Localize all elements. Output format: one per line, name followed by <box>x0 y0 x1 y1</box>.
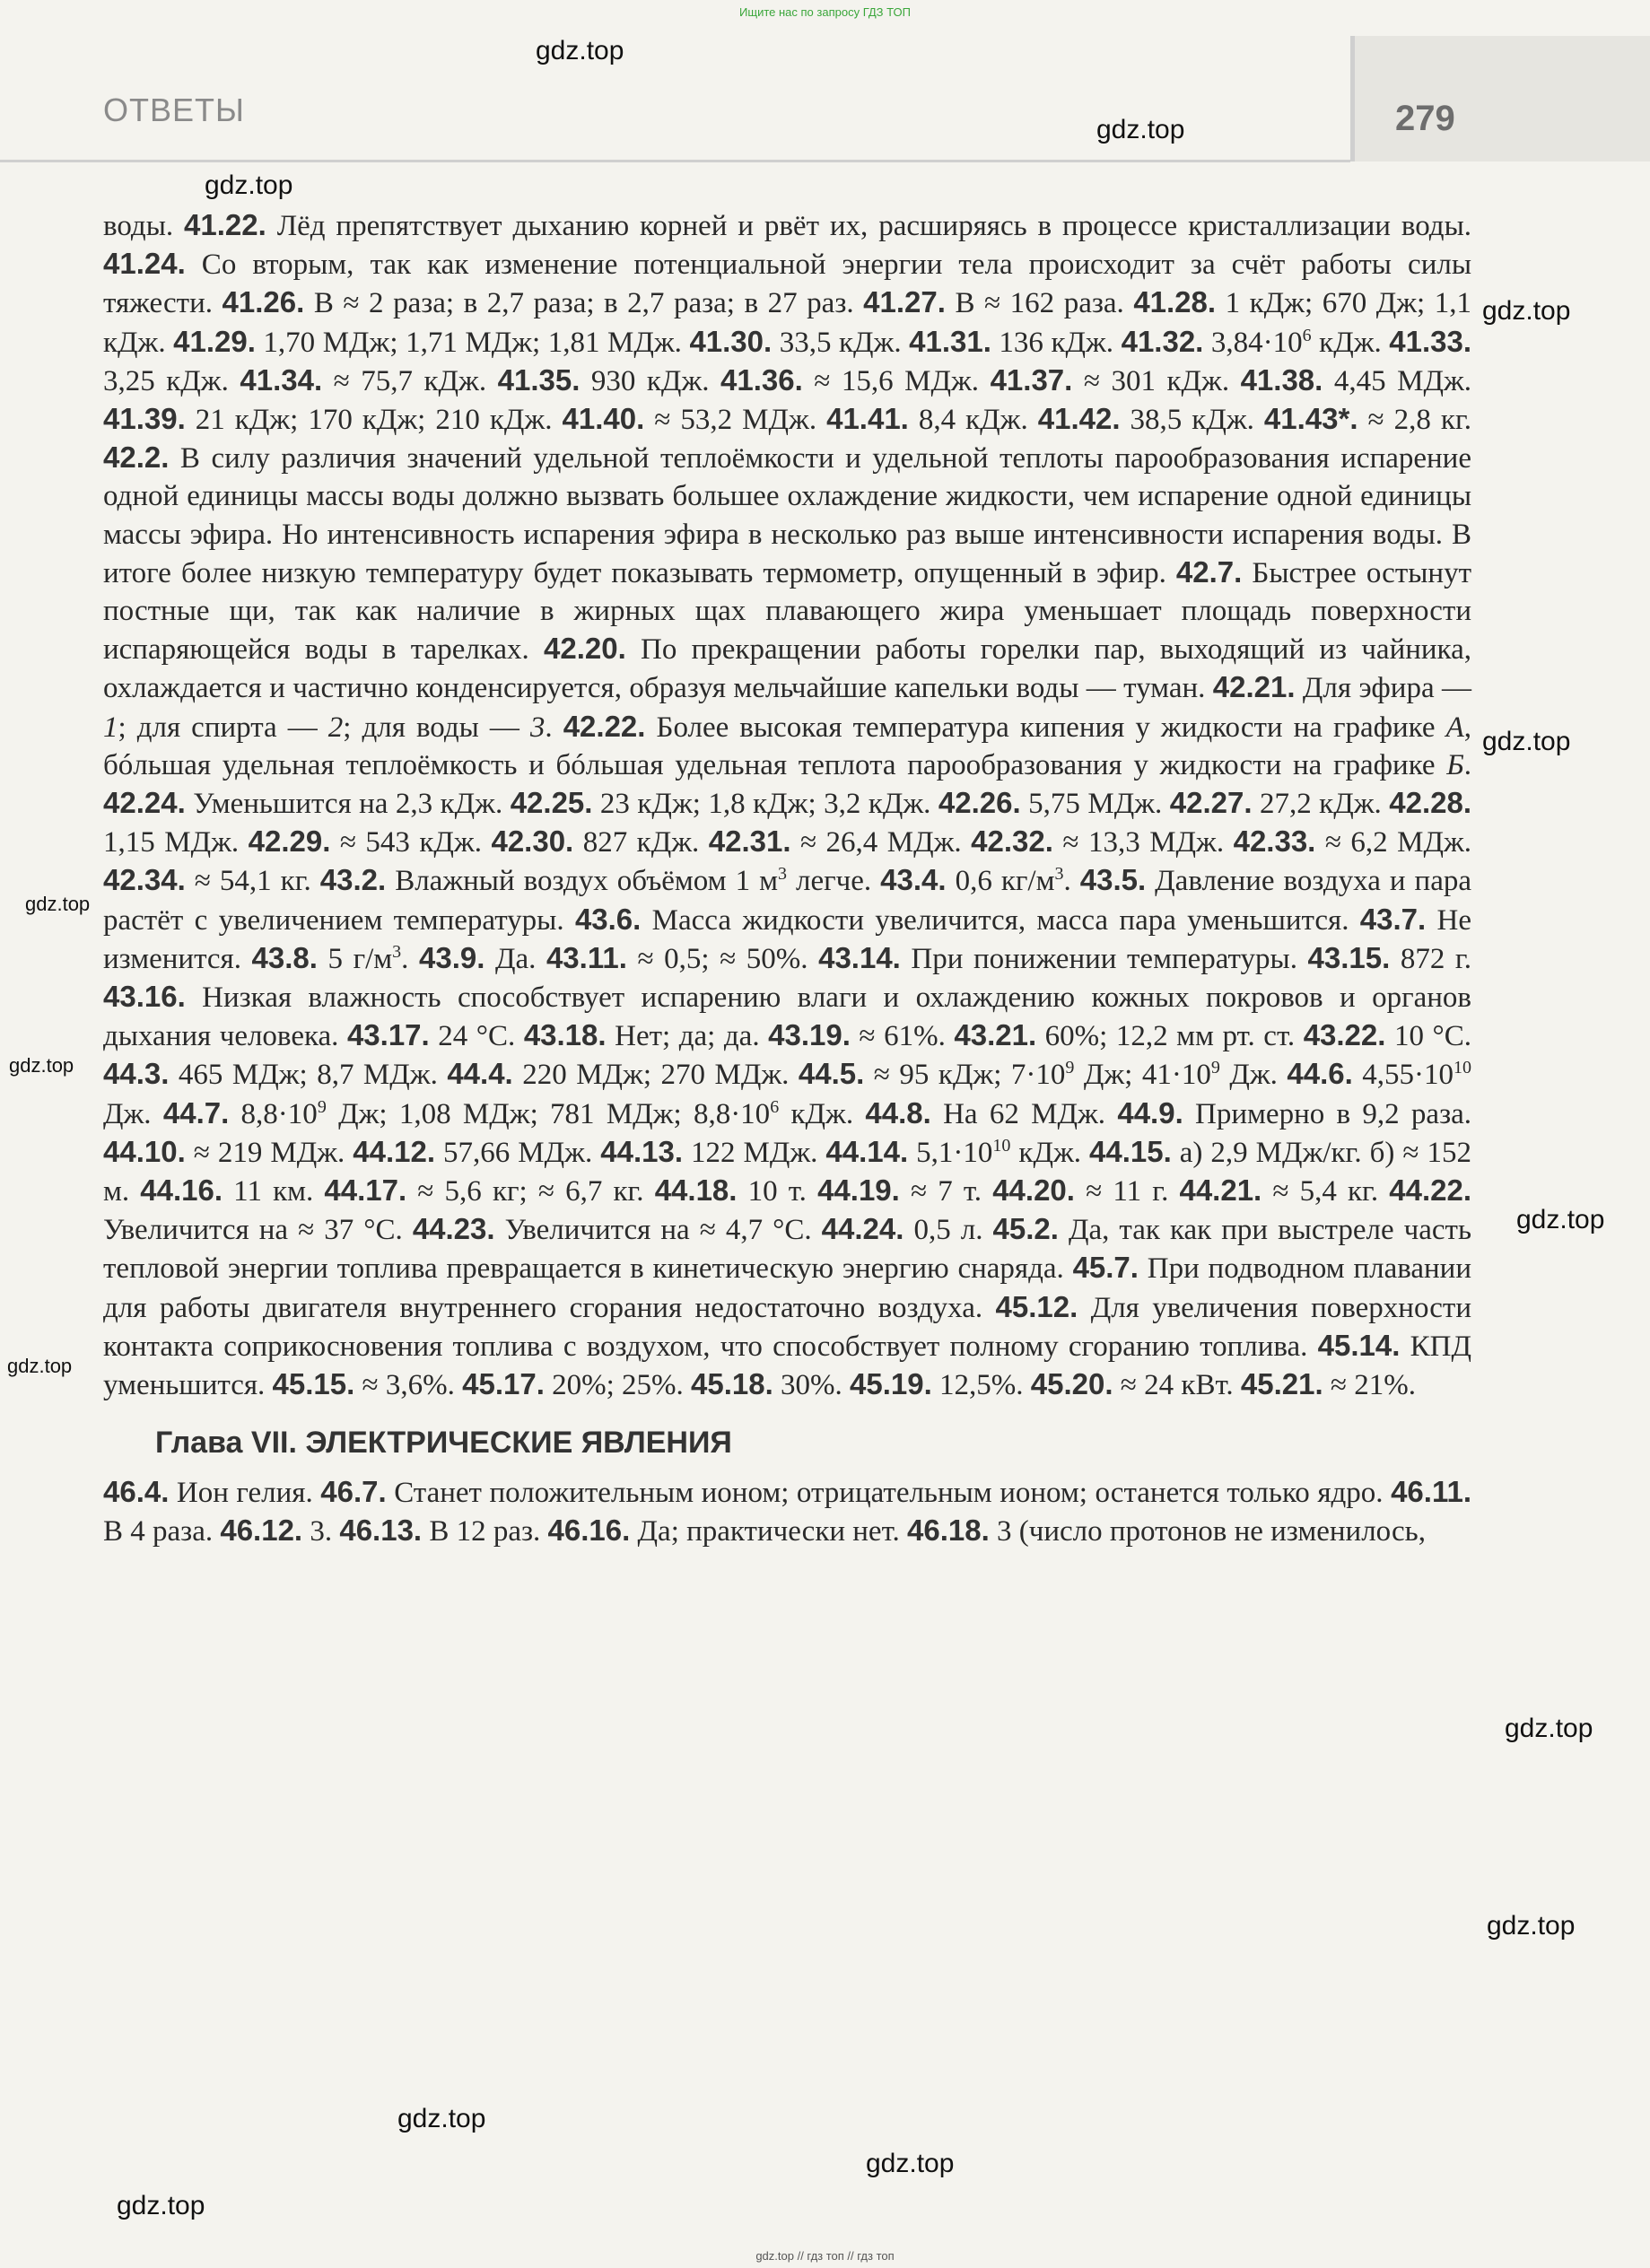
answer-number: 46.12. <box>220 1513 303 1547</box>
watermark: gdz.top <box>1482 727 1571 756</box>
answer-number: 41.24. <box>103 247 186 281</box>
answer-number: 43.7. <box>1359 902 1427 936</box>
answer-text: 23 кДж; 1,8 кДж; 3,2 кДж. <box>592 788 938 821</box>
answer-number: 42.32. <box>971 824 1053 859</box>
answer-text: . <box>1063 865 1080 898</box>
page-number: 279 <box>1395 99 1455 138</box>
answer-text: ≈ 6,2 МДж. <box>1315 826 1472 859</box>
answer-number: 45.7. <box>1072 1251 1139 1285</box>
watermark: gdz.top <box>1482 296 1571 326</box>
answer-number: 43.9. <box>419 940 485 974</box>
answer-text: В силу различия значений удельной теплоёмкости и удельной теплоты парообразования испарение одной единицы массы воды должно вызвать большее охлаждение жидкости, чем испарение одной единицы массы эфира. Но интенсивность испарения эфира в несколько раз выше интенсивности испарения воды. В итоге более низкую температуру будет показывать термометр, опущенный в эфир. <box>103 442 1471 589</box>
answer-number: 42.24. <box>103 786 186 820</box>
answer-number: 46.11. <box>1391 1474 1472 1508</box>
answer-number: 43.16. <box>103 980 186 1014</box>
answer-text: ≈ 301 кДж. <box>1072 364 1241 397</box>
answer-text: 8,4 кДж. <box>908 404 1038 437</box>
answer-number: 44.16. <box>140 1173 223 1208</box>
exponent: 10 <box>992 1135 1011 1156</box>
answer-text: 21 кДж; 170 кДж; 210 кДж. <box>185 404 563 437</box>
exponent: 3 <box>1054 864 1064 885</box>
answer-text: Да, так как при выстреле часть тепловой энергии топлива превращается в кинетическую энергию снаряда. <box>103 1214 1471 1286</box>
answer-number: 44.24. <box>821 1212 904 1246</box>
answer-number: 41.22. <box>184 208 266 241</box>
answer-text: Нет; да; да. <box>606 1020 769 1053</box>
exponent: 6 <box>1302 325 1312 345</box>
answers-text <box>103 206 1471 1550</box>
answer-text: 10 °С. <box>1385 1020 1471 1053</box>
answer-text: 0,6 кг/м <box>946 865 1055 898</box>
answer-text: Низкая влажность способствует испарению влаги и охлаждению кожных покровов и органов дыхания человека. <box>103 981 1471 1053</box>
answer-number: 43.6. <box>574 902 642 936</box>
answer-text: Масса жидкости увеличится, масса пара уменьшится. <box>641 903 1360 937</box>
answer-number: 44.10. <box>103 1134 186 1168</box>
answer-text: Влажный воздух объёмом 1 м <box>386 865 778 898</box>
watermark: gdz.top <box>536 36 624 65</box>
answer-number: 42.22. <box>563 709 646 743</box>
top-note: Ищите нас по запросу ГДЗ ТОП <box>739 5 911 19</box>
answer-number: 42.25. <box>510 786 593 820</box>
answer-text: В ≈ 2 раза; в 2,7 раза; в 2,7 раза; в 27 раз. <box>304 287 864 320</box>
bottom-note: gdz.top // гдз топ // гдз топ <box>755 2249 895 2263</box>
answer-text: ≈ 26,4 МДж. <box>790 826 972 859</box>
answer-number: 43.18. <box>523 1018 607 1052</box>
header-rule <box>0 160 1350 162</box>
answer-number: 42.27. <box>1169 786 1253 820</box>
answer-text: Быстрее остынут постные щи, так как наличие в жирных щах плавающего жира уменьшает площадь поверхности испаряющейся воды в тарелках. <box>103 556 1472 667</box>
answer-text: Для эфира — <box>1295 672 1471 705</box>
answer-number: 41.28. <box>1133 285 1217 319</box>
answer-text: ≈ 11 г. <box>1074 1175 1180 1208</box>
answer-text: В 12 раз. <box>422 1514 548 1548</box>
answer-text: Да. <box>485 942 546 975</box>
answer-number: 43.4. <box>880 863 947 897</box>
watermark: gdz.top <box>1516 1205 1605 1234</box>
answer-number: 42.26. <box>938 786 1021 820</box>
answer-number: 42.20. <box>544 632 626 666</box>
answer-text: . <box>545 711 563 744</box>
answer-text: Лёд препятствует дыханию корней и рвёт их, расширяясь в процессе кристаллизации воды. <box>266 210 1471 242</box>
answer-text: 8,8·10 <box>229 1097 318 1130</box>
italic-label: 1 <box>103 711 118 744</box>
answer-text: КПД уменьшится. <box>103 1330 1471 1402</box>
answer-number: 42.2. <box>103 441 170 475</box>
answer-number: 44.17. <box>324 1173 407 1208</box>
answer-number: 43.5. <box>1079 863 1147 897</box>
answer-number: 44.23. <box>412 1212 495 1246</box>
answer-text: 136 кДж. <box>991 326 1122 359</box>
answer-text: 827 кДж. <box>573 826 709 859</box>
answer-text: 3,25 кДж. <box>103 364 240 397</box>
answer-text: ≈ 15,6 МДж. <box>802 364 991 397</box>
answer-number: 42.21. <box>1212 670 1296 704</box>
answer-number: 41.33. <box>1389 324 1472 358</box>
answer-text: 3 (число протонов не изменилось, <box>989 1514 1426 1548</box>
answer-text: 33,5 кДж. <box>772 326 910 359</box>
answer-number: 44.22. <box>1389 1173 1471 1208</box>
answer-number: 44.4. <box>447 1057 513 1091</box>
exponent: 9 <box>317 1096 327 1117</box>
answer-text: ≈ 543 кДж. <box>330 826 492 859</box>
answer-text: Для увеличения поверхности контакта соприкосновения топлива с воздухом, что способствует полному сгоранию топлива. <box>103 1291 1471 1363</box>
answer-number: 41.40. <box>562 402 645 436</box>
answer-text: 5,75 МДж. <box>1020 788 1170 821</box>
answers-paragraph-ch6 <box>103 206 1471 1404</box>
italic-label: 3 <box>529 711 546 744</box>
answer-number: 44.3. <box>103 1057 170 1091</box>
answer-number: 44.7. <box>162 1095 230 1130</box>
answer-number: 45.17. <box>462 1367 545 1401</box>
answer-number: 43.2. <box>319 863 387 897</box>
answer-text: Увеличится на ≈ 37 °С. <box>103 1214 413 1247</box>
answer-number: 45.18. <box>691 1367 773 1401</box>
watermark: gdz.top <box>117 2191 205 2220</box>
answer-text: Ион гелия. <box>169 1476 321 1509</box>
answer-number: 43.19. <box>768 1018 851 1052</box>
answer-text: 30%. <box>773 1369 851 1402</box>
answer-text: 1,15 МДж. <box>103 826 249 859</box>
answer-number: 41.36. <box>720 362 803 397</box>
exponent: 3 <box>777 864 787 885</box>
watermark: gdz.top <box>1096 115 1185 144</box>
answer-number: 44.15. <box>1089 1134 1172 1168</box>
answer-text: Не изменится. <box>103 903 1471 975</box>
answer-number: 42.34. <box>103 863 186 897</box>
answer-text: Дж; 1,08 МДж; 781 МДж; 8,8·10 <box>326 1097 771 1130</box>
answer-text: 10 т. <box>737 1175 818 1208</box>
answer-text: В ≈ 162 раза. <box>945 287 1134 320</box>
answers-paragraph-ch7 <box>103 1473 1471 1550</box>
watermark: gdz.top <box>1487 1911 1576 1941</box>
answer-text: ; для воды — <box>343 711 530 744</box>
answer-text: Станет положительным ионом; отрицательным ионом; останется только ядро. <box>386 1476 1392 1509</box>
answer-number: 45.21. <box>1240 1367 1323 1401</box>
watermark: gdz.top <box>25 893 91 915</box>
exponent: 6 <box>770 1096 780 1117</box>
answer-text: ≈ 7 т. <box>899 1175 993 1208</box>
chapter-heading: Глава VII. ЭЛЕКТРИЧЕСКИЕ ЯВЛЕНИЯ <box>155 1426 732 1461</box>
watermark: gdz.top <box>205 170 293 200</box>
answer-number: 42.30. <box>491 824 574 859</box>
answer-text: . <box>401 942 419 975</box>
answer-text: ≈ 2,8 кг. <box>1358 404 1472 437</box>
answer-number: 44.8. <box>865 1095 931 1130</box>
answer-number: 44.6. <box>1287 1057 1353 1091</box>
answer-number: 43.17. <box>346 1018 430 1052</box>
answer-number: 46.7. <box>320 1474 387 1508</box>
answer-number: 41.27. <box>863 285 946 319</box>
answer-text: 3. <box>302 1514 340 1548</box>
italic-label: 2 <box>327 711 344 744</box>
answer-text: 122 МДж. <box>682 1136 826 1169</box>
answer-number: 43.15. <box>1307 940 1391 974</box>
answer-text: кДж. <box>1311 326 1390 359</box>
watermark: gdz.top <box>397 2104 486 2133</box>
exponent: 3 <box>392 941 402 962</box>
answer-number: 44.21. <box>1179 1173 1262 1208</box>
answer-text: Более высокая температура кипения у жидкости на графике <box>645 711 1446 744</box>
answer-text: Увеличится на ≈ 4,7 °С. <box>494 1214 822 1247</box>
answer-text: а) 2,9 МДж/кг. б) ≈ 152 м. <box>103 1136 1472 1208</box>
answer-text: ≈ 61%. <box>850 1020 955 1053</box>
answer-text: ≈ 5,6 кг; ≈ 6,7 кг. <box>406 1175 655 1208</box>
italic-label: Б <box>1446 748 1464 781</box>
answer-number: 44.5. <box>798 1057 865 1091</box>
answer-number: 45.14. <box>1317 1328 1401 1362</box>
answer-number: 41.43*. <box>1263 402 1358 436</box>
answer-text: 1 кДж; 670 Дж; 1,1 кДж. <box>103 287 1472 359</box>
answer-number: 41.38. <box>1240 362 1323 397</box>
answer-text: ≈ 3,6%. <box>354 1369 463 1402</box>
answer-number: 43.14. <box>818 940 901 974</box>
italic-label: А <box>1445 711 1464 744</box>
answer-number: 45.19. <box>850 1367 932 1401</box>
answer-text: Примерно в 9,2 раза. <box>1183 1097 1472 1130</box>
answer-text: Со вторым, так как изменение потенциальной энергии тела происходит за счёт работы силы тяжести. <box>103 249 1471 320</box>
answer-text: 220 МДж; 270 МДж. <box>512 1059 799 1092</box>
answer-number: 45.2. <box>992 1212 1059 1246</box>
answer-number: 46.16. <box>547 1513 631 1547</box>
answer-text: 38,5 кДж. <box>1120 404 1264 437</box>
answer-text: На 62 МДж. <box>930 1097 1118 1130</box>
answer-number: 46.18. <box>907 1513 990 1547</box>
answer-number: 42.31. <box>708 824 791 859</box>
answer-text: 60%; 12,2 мм рт. ст. <box>1036 1020 1304 1053</box>
answer-text: В 4 раза. <box>103 1514 221 1548</box>
answer-number: 41.29. <box>173 324 256 358</box>
answer-number: 42.29. <box>248 824 331 859</box>
answer-number: 45.20. <box>1030 1367 1113 1401</box>
answer-text: Дж; 41·10 <box>1074 1059 1211 1092</box>
answer-number: 44.20. <box>992 1173 1075 1208</box>
answer-number: 42.7. <box>1175 554 1243 589</box>
answer-text: воды. <box>103 210 185 242</box>
answer-text: 24 °С. <box>429 1020 524 1053</box>
answer-text: 57,66 МДж. <box>435 1136 601 1169</box>
answer-text: . <box>1463 748 1471 781</box>
answer-number: 41.41. <box>826 402 909 436</box>
answer-text: 1,70 МДж; 1,71 МДж; 1,81 МДж. <box>255 326 690 359</box>
answer-number: 41.34. <box>240 362 323 397</box>
answer-text: ; для спирта — <box>118 711 328 744</box>
answer-number: 43.8. <box>251 940 318 974</box>
answer-number: 44.14. <box>825 1134 909 1168</box>
answer-number: 41.35. <box>497 362 581 397</box>
answer-text: кДж. <box>779 1097 866 1130</box>
answer-number: 41.31. <box>909 324 991 358</box>
answer-number: 41.42. <box>1037 402 1121 436</box>
page-header <box>0 36 1650 161</box>
answer-number: 44.12. <box>353 1134 436 1168</box>
answer-text: ≈ 0,5; ≈ 50%. <box>626 942 819 975</box>
answer-text: 12,5%. <box>931 1369 1031 1402</box>
answer-text: ≈ 95 кДж; 7·10 <box>864 1059 1066 1092</box>
section-title: ОТВЕТЫ <box>103 92 245 128</box>
answer-number: 44.13. <box>600 1134 683 1168</box>
answer-number: 41.37. <box>990 362 1073 397</box>
answer-text: ≈ 13,3 МДж. <box>1052 826 1234 859</box>
answer-text: 20%; 25%. <box>544 1369 692 1402</box>
answer-text: 872 г. <box>1390 942 1471 975</box>
answer-number: 46.13. <box>339 1513 423 1547</box>
answer-text: 5,1·10 <box>908 1136 993 1169</box>
exponent: 9 <box>1065 1058 1075 1078</box>
answer-text: Дж. <box>103 1097 163 1130</box>
answer-number: 43.11. <box>546 940 627 974</box>
answer-text: 930 кДж. <box>580 364 721 397</box>
answer-text: Давление воздуха и пара растёт с увеличением температуры. <box>103 865 1471 937</box>
answer-number: 44.18. <box>654 1173 738 1208</box>
answer-text: Дж. <box>1219 1059 1288 1092</box>
answer-text: кДж. <box>1010 1136 1090 1169</box>
watermark: gdz.top <box>7 1355 73 1377</box>
answer-text: ≈ 54,1 кг. <box>185 865 320 898</box>
answer-text: 4,45 МДж. <box>1323 364 1472 397</box>
answer-text: ≈ 21%. <box>1323 1369 1417 1402</box>
answer-text: При понижении температуры. <box>900 942 1308 975</box>
answer-number: 44.9. <box>1117 1095 1183 1130</box>
answer-text: ≈ 75,7 кДж. <box>322 364 498 397</box>
answer-text: легче. <box>786 865 881 898</box>
answer-text: 11 км. <box>223 1175 325 1208</box>
watermark: gdz.top <box>866 2149 955 2178</box>
answer-text: 4,55·10 <box>1352 1059 1454 1092</box>
exponent: 9 <box>1210 1058 1220 1078</box>
answer-text: ≈ 24 кВт. <box>1113 1369 1241 1402</box>
answer-number: 41.30. <box>689 324 773 358</box>
answer-number: 44.19. <box>817 1173 900 1208</box>
answer-number: 46.4. <box>103 1474 170 1508</box>
answer-number: 45.15. <box>272 1367 355 1401</box>
answer-text: Да; практически нет. <box>630 1514 908 1548</box>
answer-number: 41.26. <box>222 285 305 319</box>
answer-text: ≈ 53,2 МДж. <box>644 404 827 437</box>
answer-text: По прекращении работы горелки пар, выходящий из чайника, охлаждается и частично конденсируется, образуя мельчайшие капельки воды — туман. <box>103 633 1471 705</box>
watermark: gdz.top <box>9 1054 74 1077</box>
answer-number: 42.28. <box>1389 786 1472 820</box>
exponent: 10 <box>1454 1058 1472 1078</box>
answer-number: 41.32. <box>1121 324 1204 358</box>
answer-text: 3,84·10 <box>1203 326 1303 359</box>
answer-number: 45.12. <box>995 1289 1078 1323</box>
answer-text: 27,2 кДж. <box>1252 788 1390 821</box>
answer-number: 43.22. <box>1303 1018 1386 1052</box>
answer-text: 5 г/м <box>317 942 393 975</box>
answer-text: ≈ 5,4 кг. <box>1262 1175 1390 1208</box>
answer-text: 465 МДж; 8,7 МДж. <box>169 1059 448 1092</box>
answer-text: ≈ 219 МДж. <box>185 1136 354 1169</box>
answer-text: 0,5 л. <box>904 1214 993 1247</box>
watermark: gdz.top <box>1505 1714 1593 1743</box>
answer-number: 42.33. <box>1233 824 1316 859</box>
answer-number: 41.39. <box>103 402 186 436</box>
answer-text: , бóльшая удельная теплоёмкость и бóльшая удельная теплота парообразования у жидкости на графике <box>103 711 1471 781</box>
answer-number: 43.21. <box>954 1018 1037 1052</box>
answer-text: Уменьшится на 2,3 кДж. <box>185 788 511 821</box>
answer-text: При подводном плавании для работы двигателя внутреннего сгорания недостаточно воздуха. <box>103 1252 1471 1324</box>
